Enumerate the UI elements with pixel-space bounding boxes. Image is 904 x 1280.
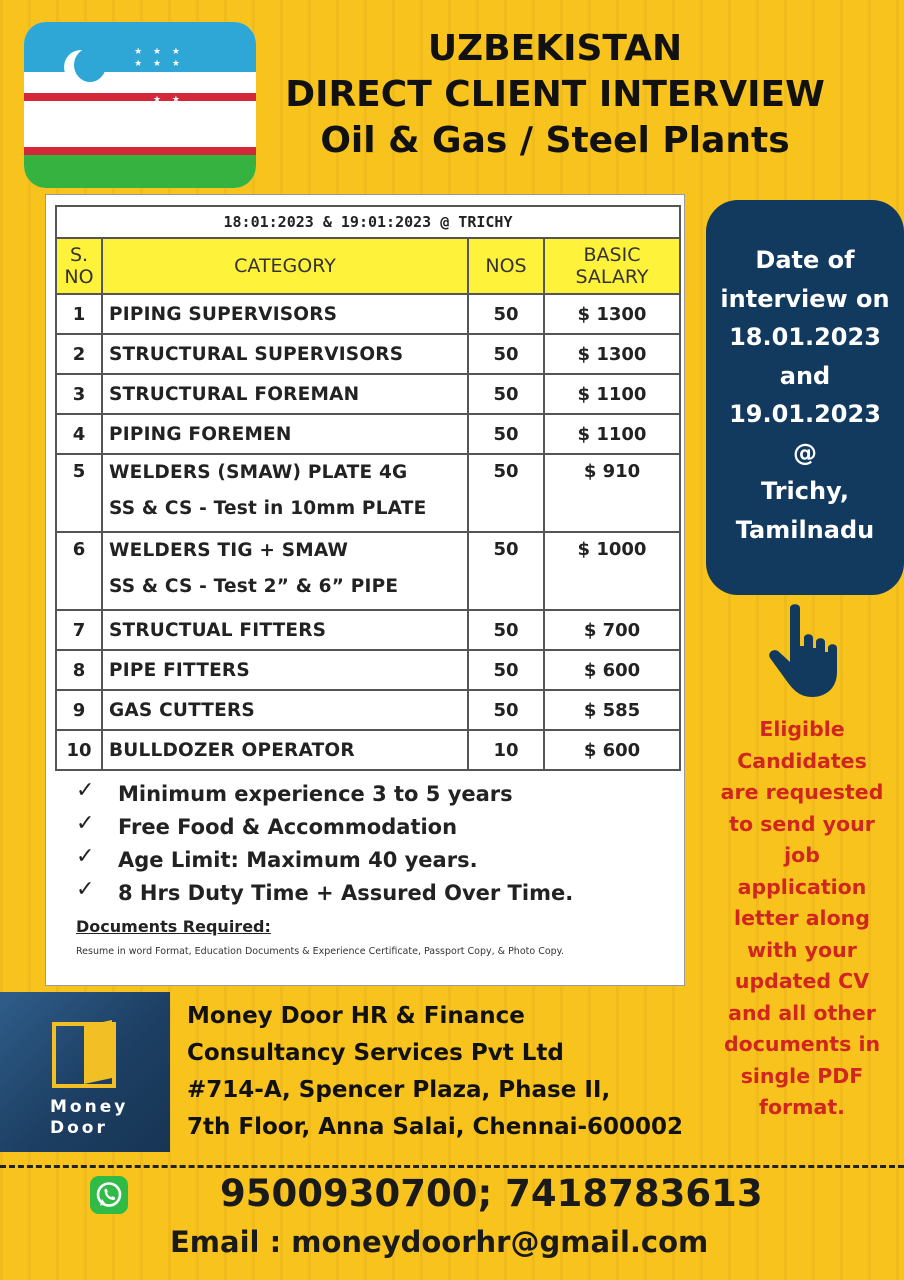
title-interview: DIRECT CLIENT INTERVIEW <box>285 74 825 115</box>
table-row: 8 PIPE FITTERS 50 $ 600 <box>56 650 680 690</box>
table-caption: 18:01:2023 & 19:01:2023 @ TRICHY <box>56 206 680 238</box>
list-item: ✓ Free Food & Accommodation <box>76 811 458 839</box>
documents-text: Resume in word Format, Education Documents & Experience Certificate, Passport Copy, & Photo Copy. <box>76 946 564 957</box>
pointing-hand-icon <box>760 600 860 700</box>
table-row: 3 STRUCTURAL FOREMAN 50 $ 1100 <box>56 374 680 414</box>
job-table <box>55 205 681 771</box>
header-category: CATEGORY <box>102 238 468 294</box>
header-nos: NOS <box>468 238 544 294</box>
list-item: ✓ 8 Hrs Duty Time + Assured Over Time. <box>76 877 574 905</box>
table-row: 1 PIPING SUPERVISORS 50 $ 1300 <box>56 294 680 334</box>
table-row: 10 BULLDOZER OPERATOR 10 $ 600 <box>56 730 680 770</box>
job-table-panel <box>45 194 685 986</box>
benefits-list <box>76 780 676 912</box>
divider <box>0 1165 904 1168</box>
email-address[interactable]: Email : moneydoorhr@gmail.com <box>170 1225 709 1259</box>
table-row: 5 WELDERS (SMAW) PLATE 4G SS & CS - Test in 10mm PLATE 50 $ 910 <box>56 454 680 532</box>
title-country: UZBEKISTAN <box>427 28 683 69</box>
eligible-note: Eligible Candidates are requested to send your job application letter along with your updated CV and all other documents in single PDF format. <box>720 717 884 1119</box>
table-row: 7 STRUCTUAL FITTERS 50 $ 700 <box>56 610 680 650</box>
phone-numbers[interactable]: 9500930700; 7418783613 <box>220 1172 763 1215</box>
list-item: ✓ Minimum experience 3 to 5 years <box>76 778 513 806</box>
header-titles <box>262 26 848 164</box>
checkmark-icon: ✓ <box>76 811 95 836</box>
whatsapp-icon <box>90 1176 128 1214</box>
table-row: 4 PIPING FOREMEN 50 $ 1100 <box>56 414 680 454</box>
header-sno: S. NO <box>56 238 102 294</box>
interview-date-box: Date of interview on 18.01.2023 and 19.01.2023 @ Trichy, Tamilnadu <box>706 200 904 595</box>
title-sector: Oil & Gas / Steel Plants <box>320 120 790 161</box>
checkmark-icon: ✓ <box>76 877 95 902</box>
table-row: 9 GAS CUTTERS 50 $ 585 <box>56 690 680 730</box>
documents-heading: Documents Required: <box>76 917 271 936</box>
company-logo: Money Door <box>0 992 170 1152</box>
table-row: 6 WELDERS TIG + SMAW SS & CS - Test 2” & 6” PIPE 50 $ 1000 <box>56 532 680 610</box>
header-salary: BASIC SALARY <box>544 238 680 294</box>
table-row: 2 STRUCTURAL SUPERVISORS 50 $ 1300 <box>56 334 680 374</box>
company-address: Money Door HR & Finance Consultancy Services Pvt Ltd #714-A, Spencer Plaza, Phase II, 7th Floor, Anna Salai, Chennai-600002 <box>187 1003 684 1140</box>
list-item: ✓ Age Limit: Maximum 40 years. <box>76 844 478 872</box>
uzbekistan-flag-icon: ★ ★ ★ ★ ★ ★ ★ ★ ★ ★ ★ ★ <box>24 22 256 188</box>
checkmark-icon: ✓ <box>76 778 95 803</box>
checkmark-icon: ✓ <box>76 844 95 869</box>
